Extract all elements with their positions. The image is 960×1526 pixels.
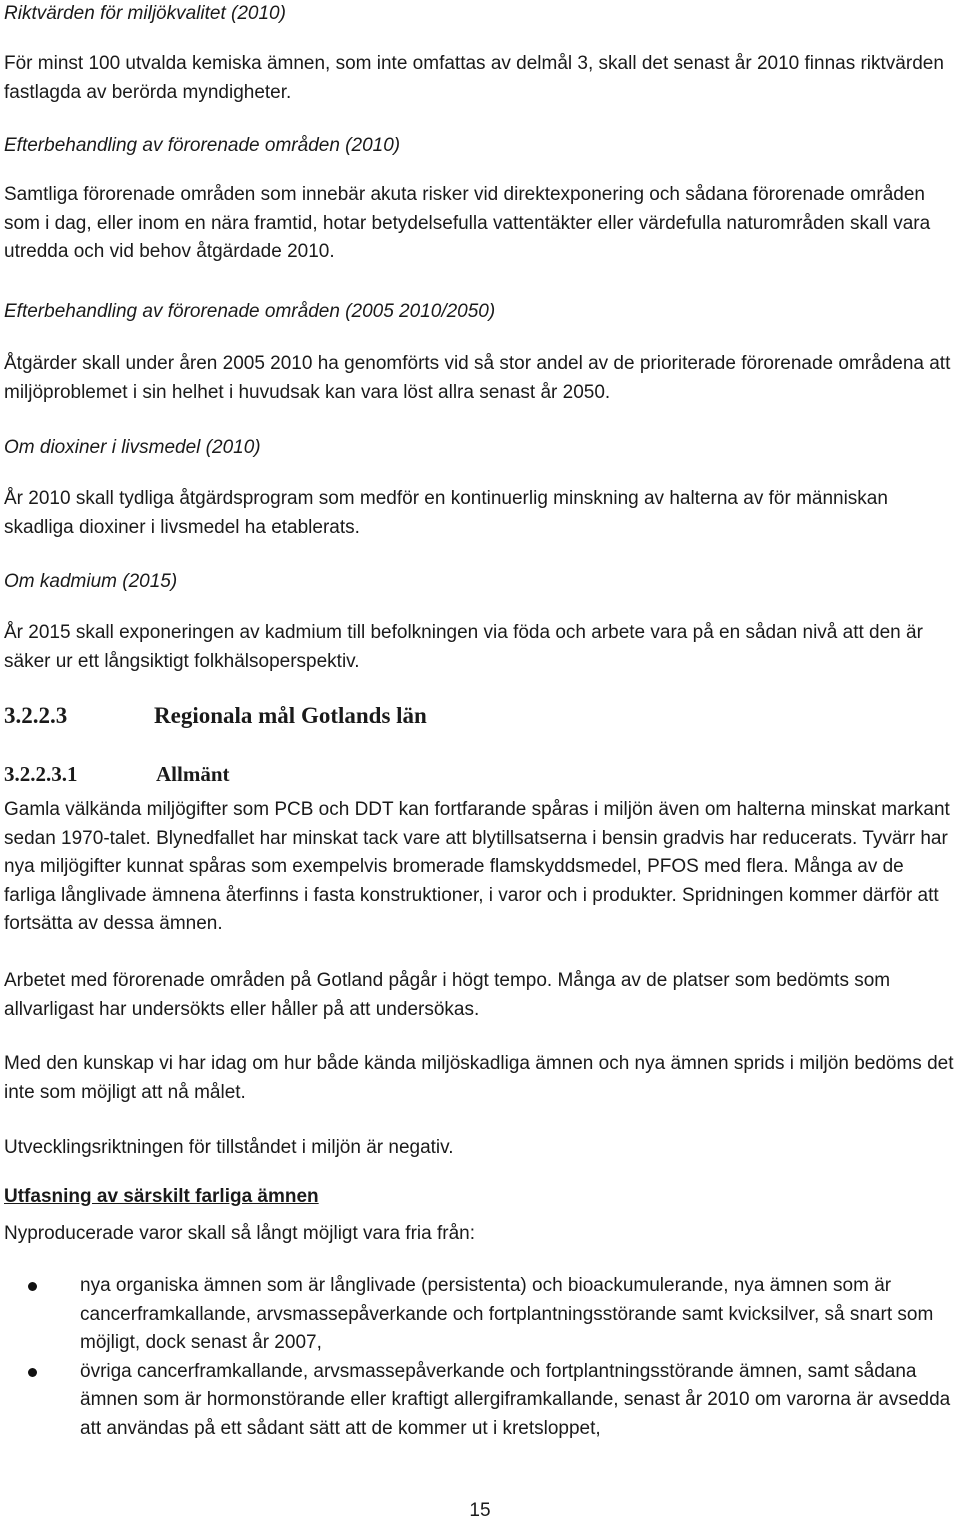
body-paragraph: Med den kunskap vi har idag om hur både kända miljöskadliga ämnen och nya ämnen sprids i miljön bedöms det inte som möjligt att nå målet.	[4, 1053, 954, 1103]
subsubsection-heading	[4, 760, 956, 789]
intro-paragraph: Nyproducerade varor skall så långt möjligt vara fria från:	[4, 1223, 475, 1244]
list-item	[4, 1272, 956, 1358]
section-heading: Efterbehandling av förorenade områden (2010)	[4, 135, 401, 156]
section-paragraph: Samtliga förorenade områden som innebär akuta risker vid direktexponering och sådana förorenade områden som i dag, eller inom en nära framtid, hotar betydelsefulla vattentäkter eller värdefulla naturområden skall vara utredda och vid behov åtgärdade 2010.	[4, 184, 931, 262]
section-heading: Riktvärden för miljökvalitet (2010)	[4, 3, 286, 24]
body-paragraph: Utvecklingsriktningen för tillståndet i miljön är negativ.	[4, 1137, 454, 1158]
section-paragraph: Åtgärder skall under åren 2005 2010 ha genomförts vid så stor andel av de prioriterade förorenade områdena att miljöproblemet i sin helhet i huvudsak kan vara löst allra senast år 2050.	[4, 353, 951, 403]
heading-title: Regionala mål Gotlands län	[154, 703, 427, 728]
body-paragraph: Arbetet med förorenade områden på Gotland pågår i högt tempo. Många av de platser som bedömts som allvarligast har undersökts eller håller på att undersökas.	[4, 970, 891, 1020]
section-paragraph: År 2010 skall tydliga åtgärdsprogram som medför en kontinuerlig minskning av halterna av för människan skadliga dioxiner i livsmedel ha etablerats.	[4, 488, 888, 538]
body-paragraph: Gamla välkända miljögifter som PCB och DDT kan fortfarande spåras i miljön även om halterna minskat markant sedan 1970-talet. Blynedfallet har minskat tack vare att blytillsatserna i bensin gradvis har reducerats. Tyvärr har nya miljögifter kunnat spåras som exempelvis bromerade flamskyddsmedel, PFOS med flera. Många av de farliga långlivade ämnena återfinns i fasta konstruktioner, i varor och i produkter. Spridningen kommer därför att fortsätta av dessa ämnen.	[4, 799, 950, 934]
heading-title: Allmänt	[156, 762, 230, 786]
bullet-list	[4, 1272, 956, 1443]
section-heading: Om dioxiner i livsmedel (2010)	[4, 437, 261, 458]
bullet-icon	[28, 1282, 37, 1291]
section-heading: Efterbehandling av förorenade områden (2005 2010/2050)	[4, 301, 496, 322]
page-number: 15	[469, 1500, 491, 1521]
bullet-icon	[28, 1368, 37, 1377]
underlined-heading: Utfasning av särskilt farliga ämnen	[4, 1186, 319, 1207]
section-paragraph: År 2015 skall exponeringen av kadmium till befolkningen via föda och arbete vara på en sådan nivå att den är säker ur ett långsiktigt folkhälsoperspektiv.	[4, 622, 923, 672]
heading-number: 3.2.2.3	[4, 703, 68, 728]
subsection-heading	[4, 702, 956, 731]
heading-number: 3.2.2.3.1	[4, 762, 78, 786]
section-paragraph: För minst 100 utvalda kemiska ämnen, som inte omfattas av delmål 3, skall det senast år 2010 finnas riktvärden fastlagda av berörda myndigheter.	[4, 53, 944, 103]
list-item	[4, 1358, 956, 1444]
list-item-text: övriga cancerframkallande, arvsmassepåverkande och fortplantningsstörande ämnen, samt sådana ämnen som är hormonstörande eller kraftigt allergiframkallande, senast år 2010 om varorna är avsedda att användas på ett sådant sätt att de kommer ut i kretsloppet,	[80, 1360, 951, 1439]
section-heading: Om kadmium (2015)	[4, 571, 178, 592]
list-item-text: nya organiska ämnen som är långlivade (persistenta) och bioackumulerande, nya ämnen som är cancerframkallande, arvsmassepåverkande och fortplantningsstörande samt kvicksilver, så snart som möjligt, dock senast år 2007,	[80, 1275, 934, 1353]
